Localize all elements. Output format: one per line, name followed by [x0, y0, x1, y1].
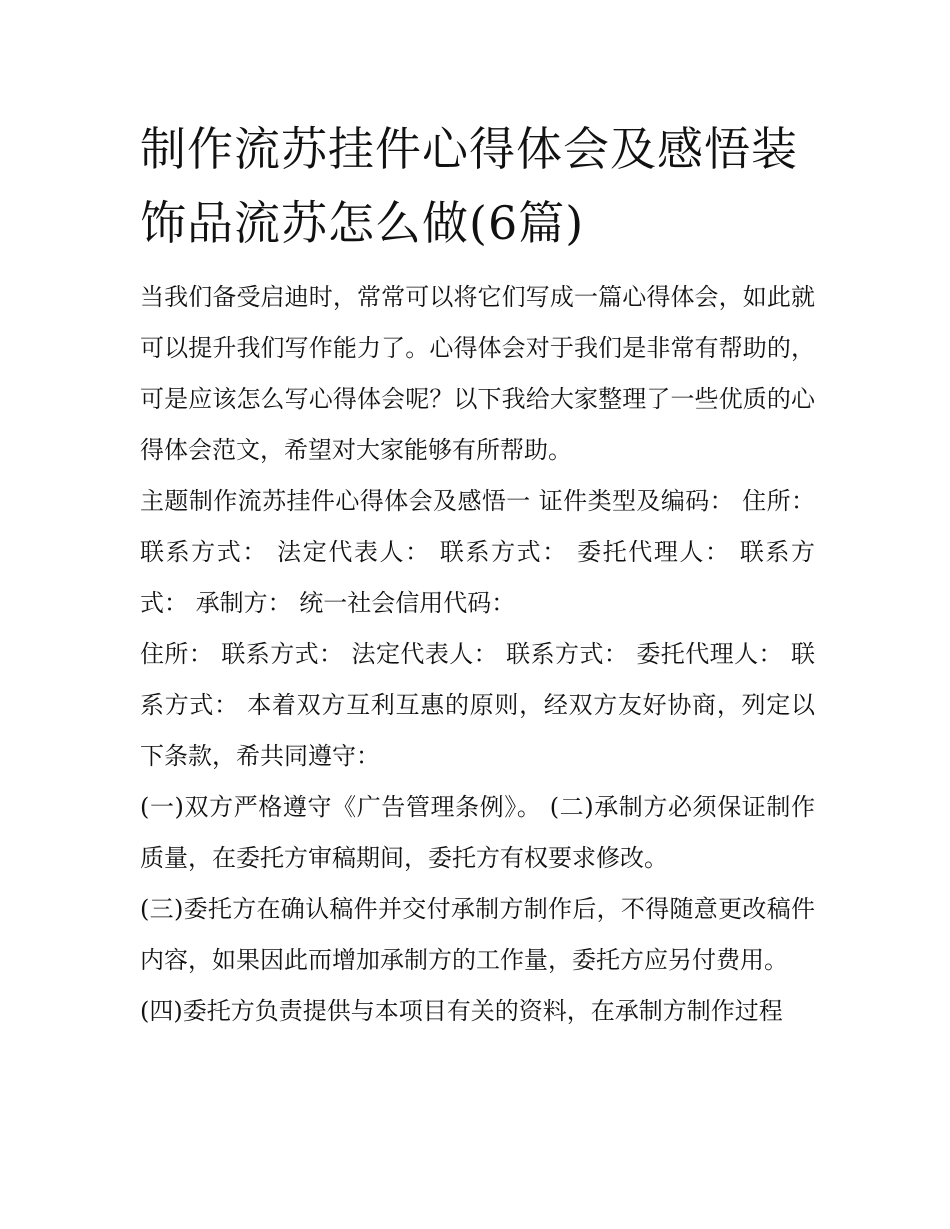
paragraph-clause-1-2: (一)双方严格遵守《广告管理条例》。 (二)承制方必须保证制作质量，在委托方审稿期间，委托方有权要求修改。	[140, 793, 815, 872]
paragraph-clause-3: (三)委托方在确认稿件并交付承制方制作后，不得随意更改稿件内容，如果因此而增加承制方的工作量，委托方应另付费用。	[140, 895, 815, 974]
paragraph-intro: 当我们备受启迪时，常常可以将它们写成一篇心得体会，如此就可以提升我们写作能力了。心得体会对于我们是非常有帮助的，可是应该怎么写心得体会呢？以下我给大家整理了一些优质的心得体会范文，希望对大家能够有所帮助。	[140, 283, 815, 464]
paragraph-party-a: 主题制作流苏挂件心得体会及感悟一 证件类型及编码： 住所： 联系方式： 法定代表人： 联系方式： 委托代理人： 联系方式： 承制方： 统一社会信用代码：	[140, 487, 815, 617]
paragraph-clause-4: (四)委托方负责提供与本项目有关的资料，在承制方制作过程	[140, 997, 783, 1025]
paragraph-party-b: 住所： 联系方式： 法定代表人： 联系方式： 委托代理人： 联系方式： 本着双方互利互惠的原则，经双方友好协商，列定以下条款，希共同遵守：	[140, 640, 815, 770]
document-page	[140, 112, 815, 1037]
title-spacer	[140, 260, 815, 272]
document-title: 制作流苏挂件心得体会及感悟装饰品流苏怎么做(6篇)	[140, 122, 798, 250]
